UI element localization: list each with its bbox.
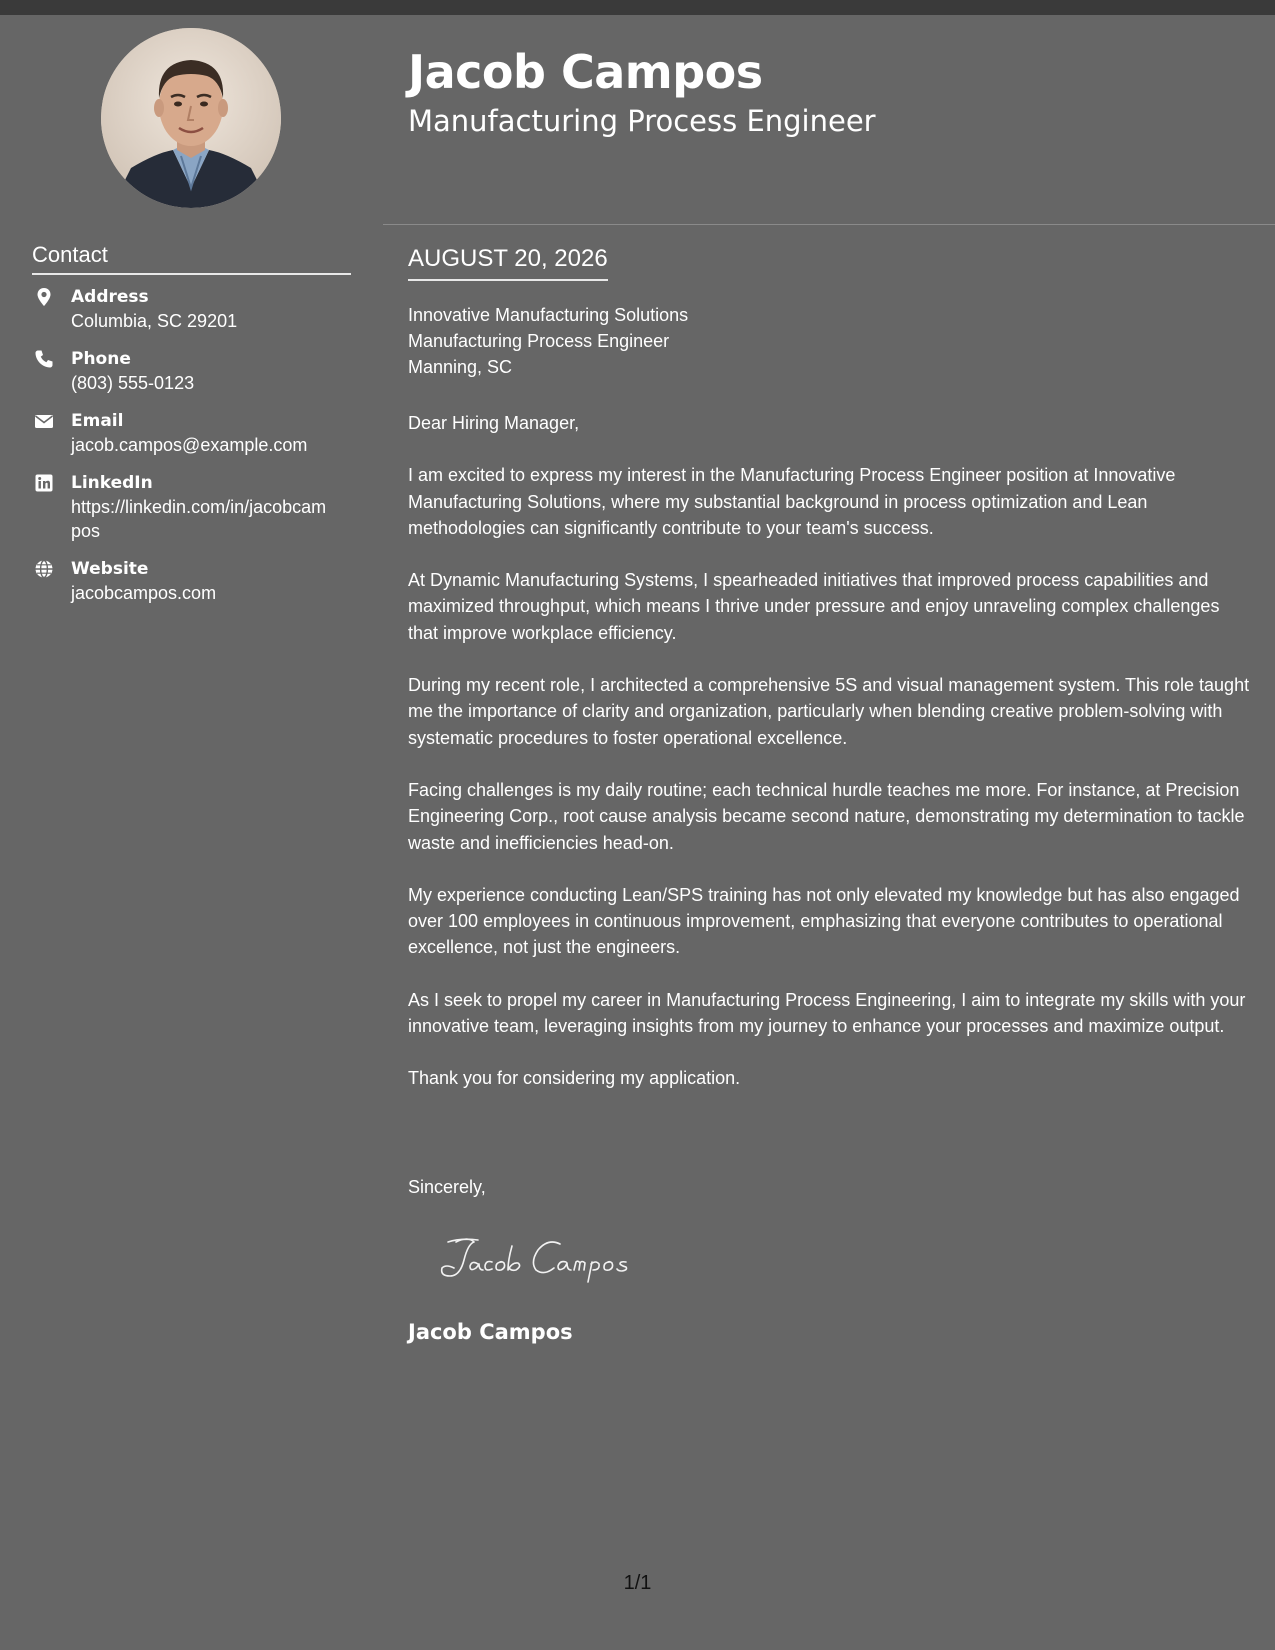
signer-name: Jacob Campos	[408, 1320, 573, 1344]
contact-item-website	[32, 557, 352, 605]
contact-label: Website	[71, 559, 149, 579]
contact-label: Phone	[71, 349, 131, 369]
closing: Sincerely,	[408, 1177, 486, 1197]
recipient-block	[408, 302, 688, 380]
phone-icon	[34, 349, 54, 369]
contact-list	[32, 285, 352, 619]
top-bar	[0, 0, 1275, 15]
contact-item-address	[32, 285, 352, 333]
contact-heading: Contact	[32, 240, 351, 275]
contact-label: Email	[71, 411, 124, 431]
contact-item-phone	[32, 347, 352, 395]
body-paragraph: My experience conducting Lean/SPS training has not only elevated my knowledge but has also engaged over 100 employees in continuous improvement, emphasizing that everyone contributes to operational excellence, not just the engineers.	[408, 884, 1240, 958]
salutation: Dear Hiring Manager,	[408, 413, 580, 433]
candidate-title: Manufacturing Process Engineer	[408, 104, 876, 138]
body-paragraph: During my recent role, I architected a comprehensive 5S and visual management system. This role taught me the importance of clarity and organization, particularly when blending creative problem-solving with systematic procedures to foster operational excellence.	[408, 675, 1250, 748]
body-paragraph: Thank you for considering my application.	[408, 1068, 741, 1089]
recipient-position: Manufacturing Process Engineer	[408, 331, 670, 351]
body-paragraph: At Dynamic Manufacturing Systems, I spearheaded initiatives that improved process capabilities and maximized throughput, which means I thrive under pressure and enjoy unraveling complex challenges that improve workplace efficiency.	[408, 570, 1220, 643]
globe-icon	[34, 559, 54, 579]
contact-value: Columbia, SC 29201	[71, 311, 238, 331]
body-paragraph: Facing challenges is my daily routine; each technical hurdle teaches me more. For instance, at Precision Engineering Corp., root cause analysis became second nature, demonstrating my determination to tackle waste and inefficiencies head-on.	[408, 779, 1245, 853]
page-number: 1/1	[623, 1572, 652, 1594]
portrait-illustration	[101, 28, 281, 208]
map-pin-icon	[34, 287, 54, 307]
body-paragraph: As I seek to propel my career in Manufacturing Process Engineering, I aim to integrate my skills with your innovative team, leveraging insights from my journey to enhance your processes and maximize output.	[408, 989, 1246, 1037]
contact-item-linkedin	[32, 471, 352, 543]
signature-image	[428, 1230, 668, 1290]
body-paragraph: I am excited to express my interest in the Manufacturing Process Engineer position at Innovative Manufacturing Solutions, where my substantial background in process optimization and Lean methodologies can significantly contribute to your team's success.	[408, 465, 1176, 538]
profile-photo	[101, 28, 281, 208]
contact-value[interactable]: https://linkedin.com/in/jacobcampos	[71, 497, 327, 541]
envelope-icon	[34, 411, 54, 431]
contact-item-email	[32, 409, 352, 457]
candidate-name: Jacob Campos	[408, 45, 763, 99]
contact-value[interactable]: jacob.campos@example.com	[71, 435, 308, 455]
contact-value[interactable]: jacobcampos.com	[71, 583, 217, 603]
contact-label: LinkedIn	[71, 473, 153, 493]
contact-label: Address	[71, 287, 149, 307]
header-divider	[383, 224, 1275, 225]
recipient-location: Manning, SC	[408, 357, 513, 377]
letter-date: AUGUST 20, 2026	[408, 243, 608, 281]
recipient-company: Innovative Manufacturing Solutions	[408, 305, 689, 325]
letter-body	[408, 410, 1253, 1118]
linkedin-icon	[34, 473, 54, 493]
contact-value: (803) 555-0123	[71, 373, 195, 393]
